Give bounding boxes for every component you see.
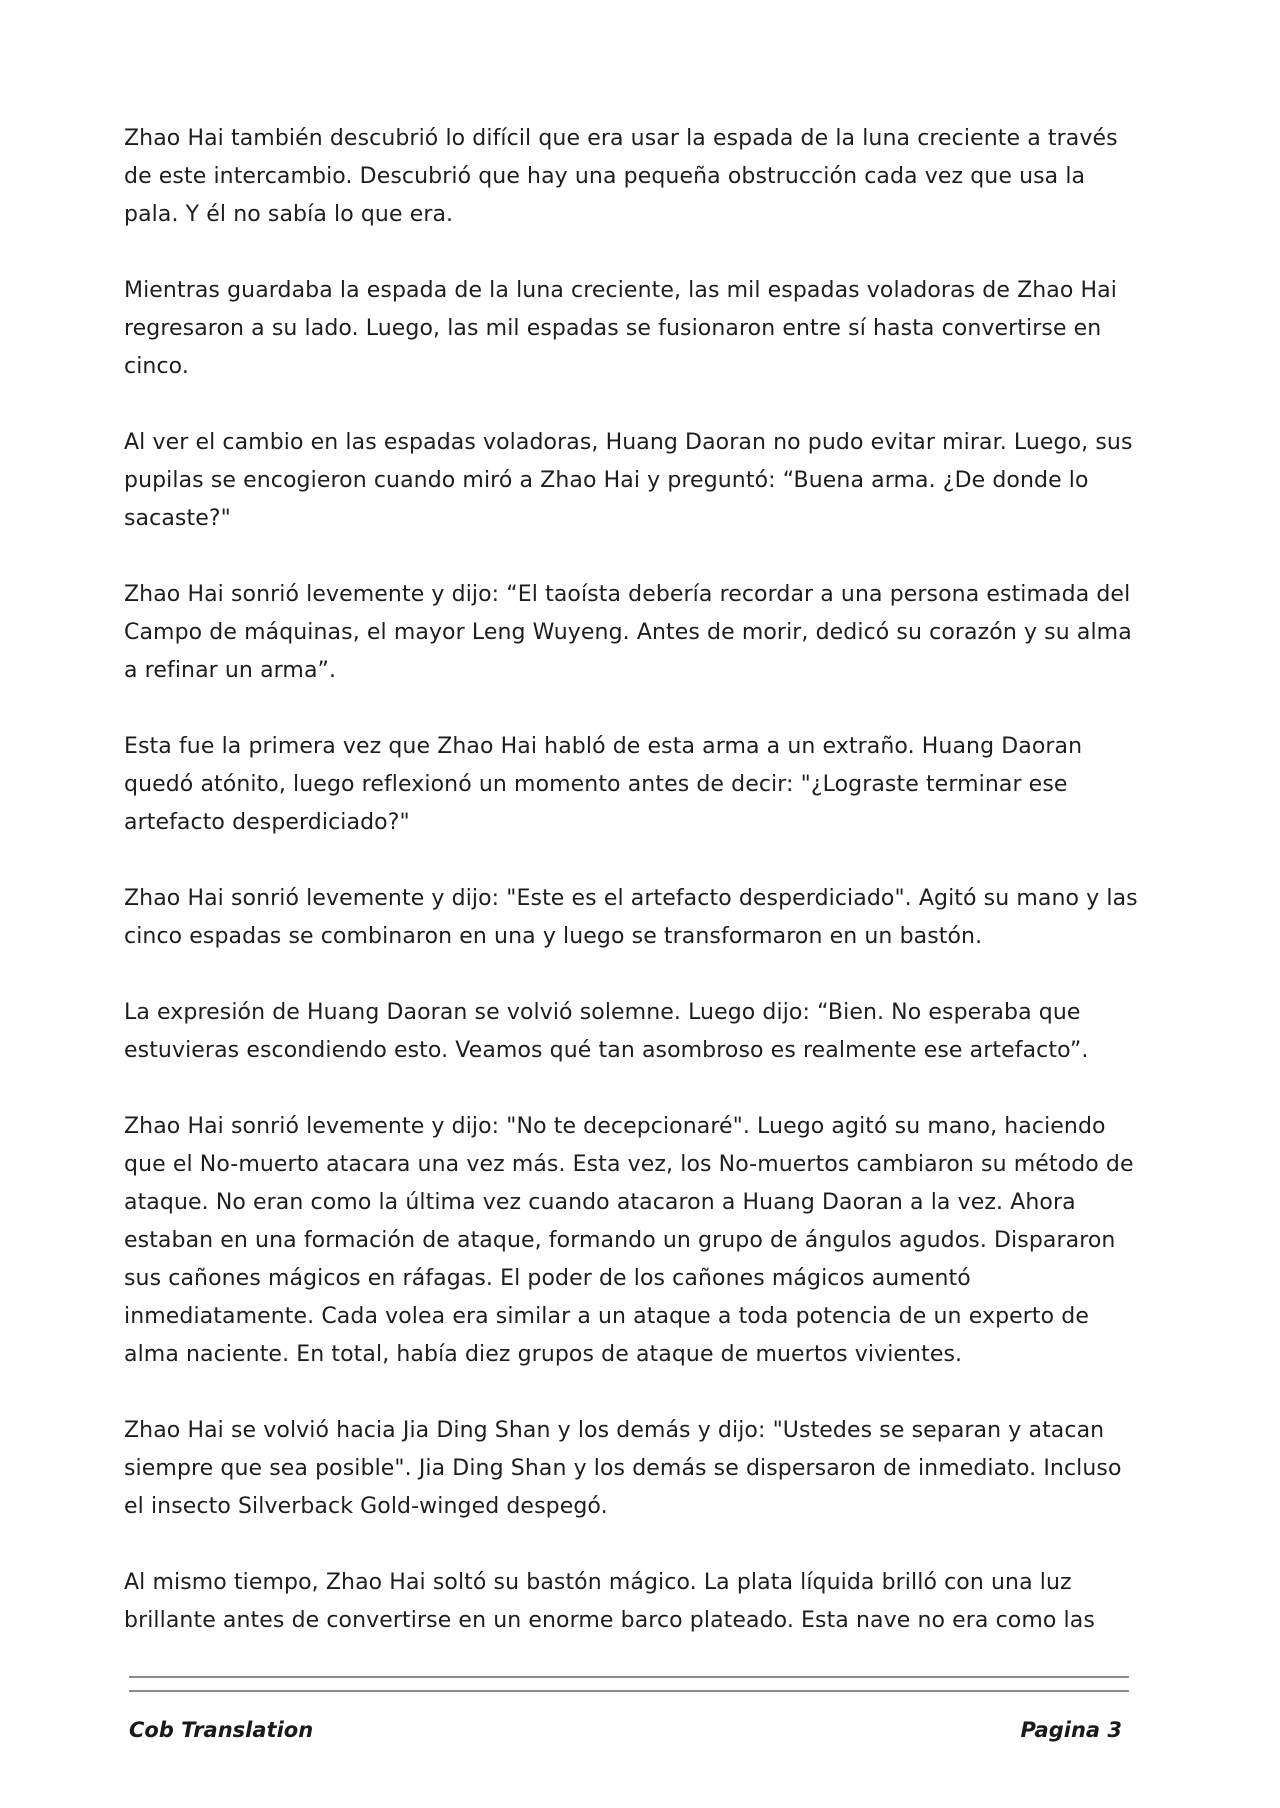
footer-page-number: Pagina 3 xyxy=(1020,1718,1122,1742)
paragraph: Zhao Hai se volvió hacia Jia Ding Shan y los demás y dijo: "Ustedes se separan y atacan siempre que sea posible". Jia Ding Shan y los demás se dispersaron de inmediato. Incluso el insecto Silverback Gold-winged despegó. xyxy=(124,1418,1122,1519)
paragraph: Mientras guardaba la espada de la luna creciente, las mil espadas voladoras de Zhao Hai regresaron a su lado. Luego, las mil espadas se fusionaron entre sí hasta convertirse en cinco. xyxy=(124,278,1117,379)
footer-divider-bottom xyxy=(129,1690,1129,1692)
paragraph: Zhao Hai también descubrió lo difícil que era usar la espada de la luna creciente a través de este intercambio. Descubrió que hay una pequeña obstrucción cada vez que usa la pala. Y él no sabía lo que era. xyxy=(124,126,1118,227)
paragraph: Al mismo tiempo, Zhao Hai soltó su bastón mágico. La plata líquida brilló con una luz brillante antes de convertirse en un enorme barco plateado. Esta nave no era como las xyxy=(124,1570,1095,1633)
footer-divider-top xyxy=(129,1676,1129,1678)
paragraph: Zhao Hai sonrió levemente y dijo: "No te decepcionaré". Luego agitó su mano, haciendo que el No-muerto atacara una vez más. Esta vez, los No-muertos cambiaron su método de ataque. No eran como la última vez cuando atacaron a Huang Daoran a la vez. Ahora estaban en una formación de ataque, formando un grupo de ángulos agudos. Dispararon sus cañones mágicos en ráfagas. El poder de los cañones mágicos aumentó inmediatamente. Cada volea era similar a un ataque a toda potencia de un experto de alma naciente. En total, había diez grupos de ataque de muertos vivientes. xyxy=(124,1114,1134,1367)
body-text xyxy=(124,120,1144,1640)
paragraph: Al ver el cambio en las espadas voladoras, Huang Daoran no pudo evitar mirar. Luego, sus pupilas se encogieron cuando miró a Zhao Hai y preguntó: “Buena arma. ¿De donde lo sacaste?" xyxy=(124,430,1133,531)
paragraph: Esta fue la primera vez que Zhao Hai habló de esta arma a un extraño. Huang Daoran quedó atónito, luego reflexionó un momento antes de decir: "¿Lograste terminar ese artefacto desperdiciado?" xyxy=(124,734,1083,835)
paragraph: La expresión de Huang Daoran se volvió solemne. Luego dijo: “Bien. No esperaba que estuvieras escondiendo esto. Veamos qué tan asombroso es realmente ese artefacto”. xyxy=(124,1000,1089,1063)
paragraph: Zhao Hai sonrió levemente y dijo: “El taoísta debería recordar a una persona estimada del Campo de máquinas, el mayor Leng Wuyeng. Antes de morir, dedicó su corazón y su alma a refinar un arma”. xyxy=(124,582,1132,683)
paragraph: Zhao Hai sonrió levemente y dijo: "Este es el artefacto desperdiciado". Agitó su mano y las cinco espadas se combinaron en una y luego se transformaron en un bastón. xyxy=(124,886,1138,949)
footer-translator-credit: Cob Translation xyxy=(129,1718,314,1742)
